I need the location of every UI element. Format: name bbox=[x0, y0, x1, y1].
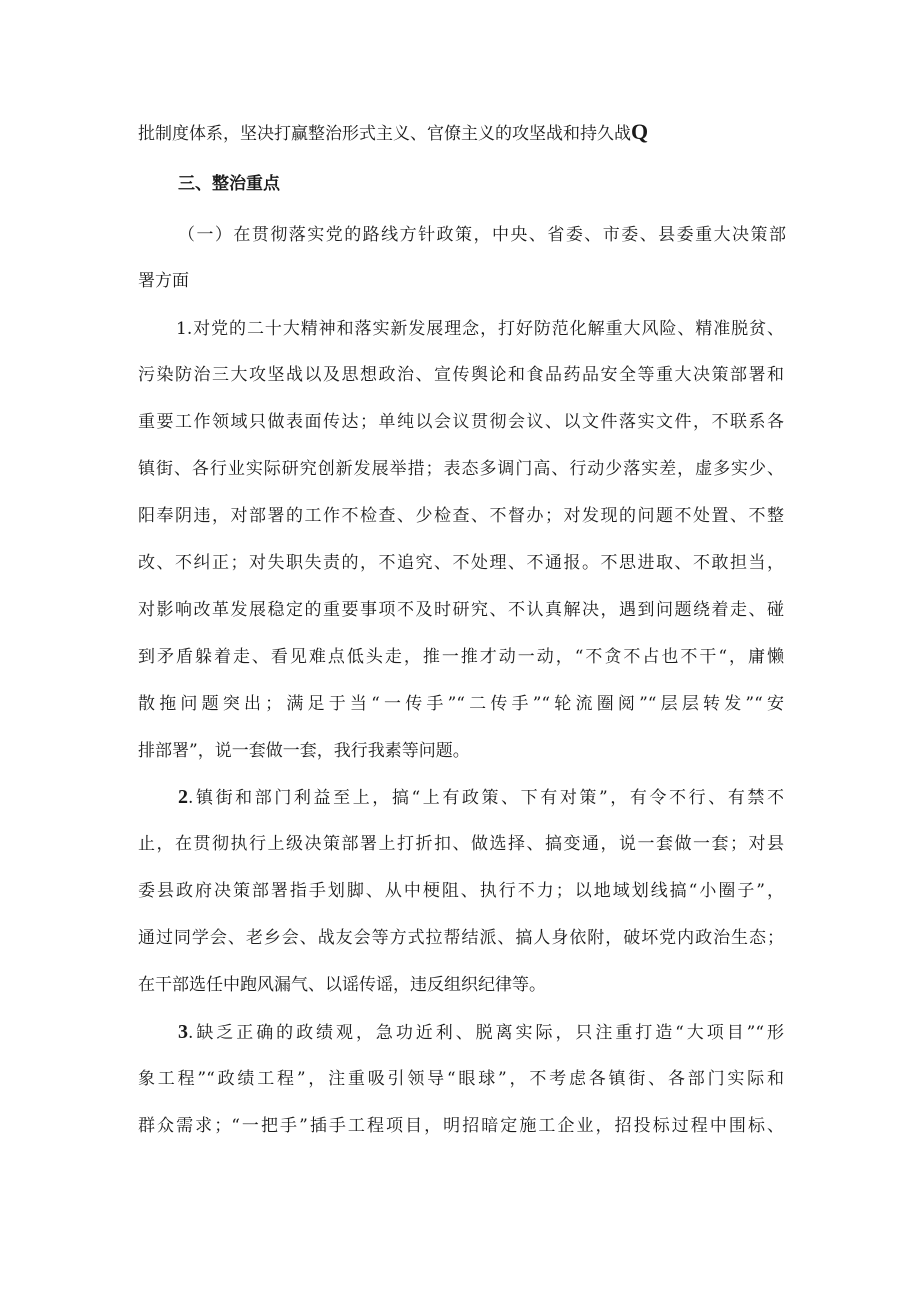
item-1-line-6: 改、不纠正；对失职失责的，不追究、不处理、不通报。不思进取、不敢担当， bbox=[138, 553, 784, 573]
item-1-line-10: 排部署”，说一套做一套，我行我素等问题。 bbox=[138, 741, 470, 761]
intro-tail: Q bbox=[631, 119, 649, 144]
item-1-line-7: 对影响改革发展稳定的重要事项不及时研究、不认真解决，遇到问题绕着走、碰 bbox=[138, 600, 784, 620]
subsection-heading-line-1: （一）在贯彻落实党的路线方针政策，中央、省委、市委、县委重大决策部 bbox=[178, 225, 786, 245]
item-2-line-5: 在干部选任中跑风漏气、以谣传谣，违反组织纪律等。 bbox=[138, 975, 546, 995]
subsection-heading-line-2: 署方面 bbox=[138, 271, 189, 291]
item-3-line-3: 群众需求；“一把手”插手工程项目，明招暗定施工企业，招投标过程中围标、 bbox=[138, 1116, 784, 1136]
intro-text: 批制度体系，坚决打赢整治形式主义、官僚主义的攻坚战和持久战 bbox=[138, 124, 631, 144]
item-1-line-9: 散拖问题突出；满足于当“一传手”“二传手”“轮流圈阅”“层层转发”“安 bbox=[138, 694, 784, 714]
item-1-line-2: 污染防治三大攻坚战以及思想政治、宣传舆论和食品药品安全等重大决策部署和 bbox=[138, 365, 784, 385]
item-1-line-4: 镇街、各行业实际研究创新发展举措；表态多调门高、行动少落实差，虚多实少、 bbox=[138, 459, 784, 479]
item-2-line-1 bbox=[178, 786, 784, 808]
item-1-line-1: 1.对党的二十大精神和落实新发展理念，打好防范化解重大风险、精准脱贫、 bbox=[176, 319, 784, 339]
item-1-line-8: 到矛盾躲着走、看见难点低头走，推一推才动一动，“不贪不占也不干“，庸懒 bbox=[138, 647, 784, 667]
item-2-number: 2 bbox=[178, 786, 188, 808]
section-heading: 三、整治重点 bbox=[178, 174, 280, 194]
item-3-number: 3 bbox=[178, 1021, 188, 1043]
item-1-line-5: 阳奉阴违，对部署的工作不检查、少检查、不督办；对发现的问题不处置、不整 bbox=[138, 506, 784, 526]
item-2-line-4: 通过同学会、老乡会、战友会等方式拉帮结派、搞人身依附，破坏党内政治生态； bbox=[138, 928, 784, 948]
item-2-line-2: 止，在贯彻执行上级决策部署上打折扣、做选择、搞变通，说一套做一套；对县 bbox=[138, 834, 784, 854]
item-2-line-3: 委县政府决策部署指手划脚、从中梗阻、执行不力；以地域划线搞“小圈子”， bbox=[138, 881, 784, 901]
item-3-line-1 bbox=[178, 1021, 784, 1043]
intro-line bbox=[138, 121, 648, 143]
item-2-line-1-text: .镇街和部门利益至上，搞“上有政策、下有对策”，有令不行、有禁不 bbox=[188, 788, 784, 808]
item-3-line-1-text: .缺乏正确的政绩观，急功近利、脱离实际，只注重打造“大项目”“形 bbox=[188, 1023, 784, 1043]
item-1-line-3: 重要工作领域只做表面传达；单纯以会议贯彻会议、以文件落实文件，不联系各 bbox=[138, 412, 784, 432]
item-3-line-2: 象工程”“政绩工程”，注重吸引领导“眼球”，不考虑各镇街、各部门实际和 bbox=[138, 1069, 784, 1089]
